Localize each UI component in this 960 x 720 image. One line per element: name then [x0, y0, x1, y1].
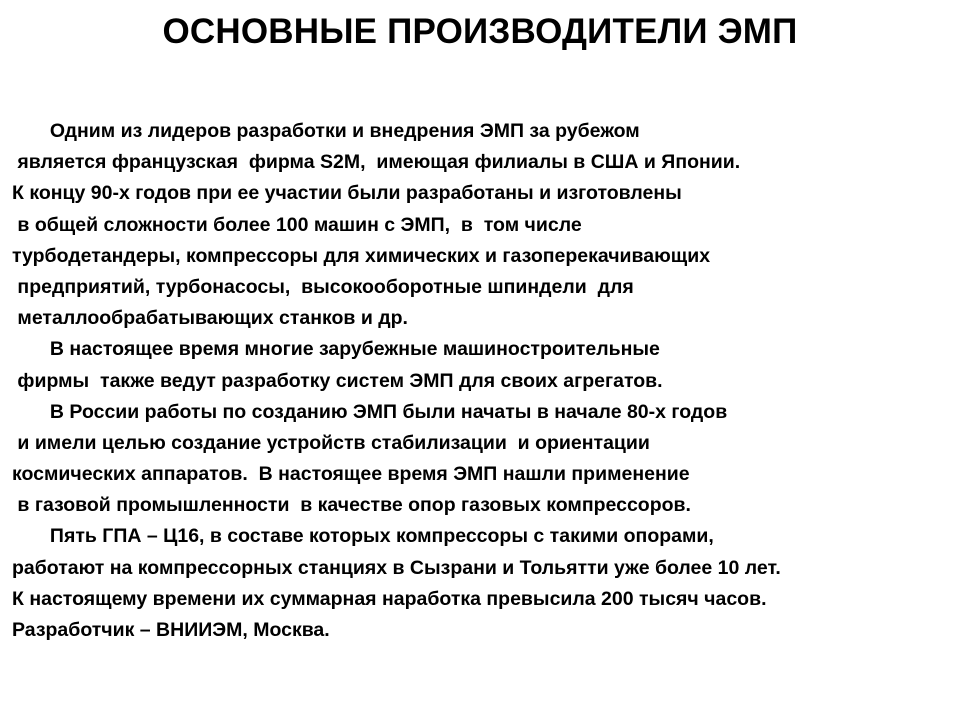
text-line: К концу 90-х годов при ее участии были разработаны и изготовлены [12, 182, 682, 205]
text-line: Одним из лидеров разработки и внедрения ЭМП за рубежом [12, 120, 640, 142]
text-line: фирмы также ведут разработку систем ЭМП для своих агрегатов. [12, 369, 663, 392]
text-line: работают на компрессорных станциях в Сызрани и Тольятти уже более 10 лет. [12, 556, 781, 579]
text-line: космических аппаратов. В настоящее время ЭМП нашли применение [12, 463, 690, 486]
text-line: в газовой промышленности в качестве опор газовых компрессоров. [12, 494, 691, 517]
text-line: В России работы по созданию ЭМП были начаты в начале 80-х годов [12, 400, 728, 423]
text-line: является французская фирма S2M, имеющая филиалы в США и Японии. [12, 151, 741, 174]
text-line: К настоящему времени их суммарная наработка превысила 200 тысяч часов. [12, 587, 767, 610]
text-line: Разработчик – ВНИИЭМ, Москва. [12, 619, 330, 641]
slide-body [12, 116, 952, 646]
slide-title: ОСНОВНЫЕ ПРОИЗВОДИТЕЛИ ЭМП [162, 12, 798, 51]
text-line: металлообрабатывающих станков и др. [12, 307, 408, 330]
text-line: предприятий, турбонасосы, высокооборотные шпиндели для [12, 275, 634, 298]
text-line: турбодетандеры, компрессоры для химических и газоперекачивающих [12, 244, 711, 267]
text-line: в общей сложности более 100 машин с ЭМП, в том числе [12, 213, 582, 236]
text-line: и имели целью создание устройств стабилизации и ориентации [12, 431, 650, 454]
text-line: В настоящее время многие зарубежные машиностроительные [12, 338, 660, 361]
text-line: Пять ГПА – Ц16, в составе которых компрессоры с такими опорами, [12, 525, 714, 548]
